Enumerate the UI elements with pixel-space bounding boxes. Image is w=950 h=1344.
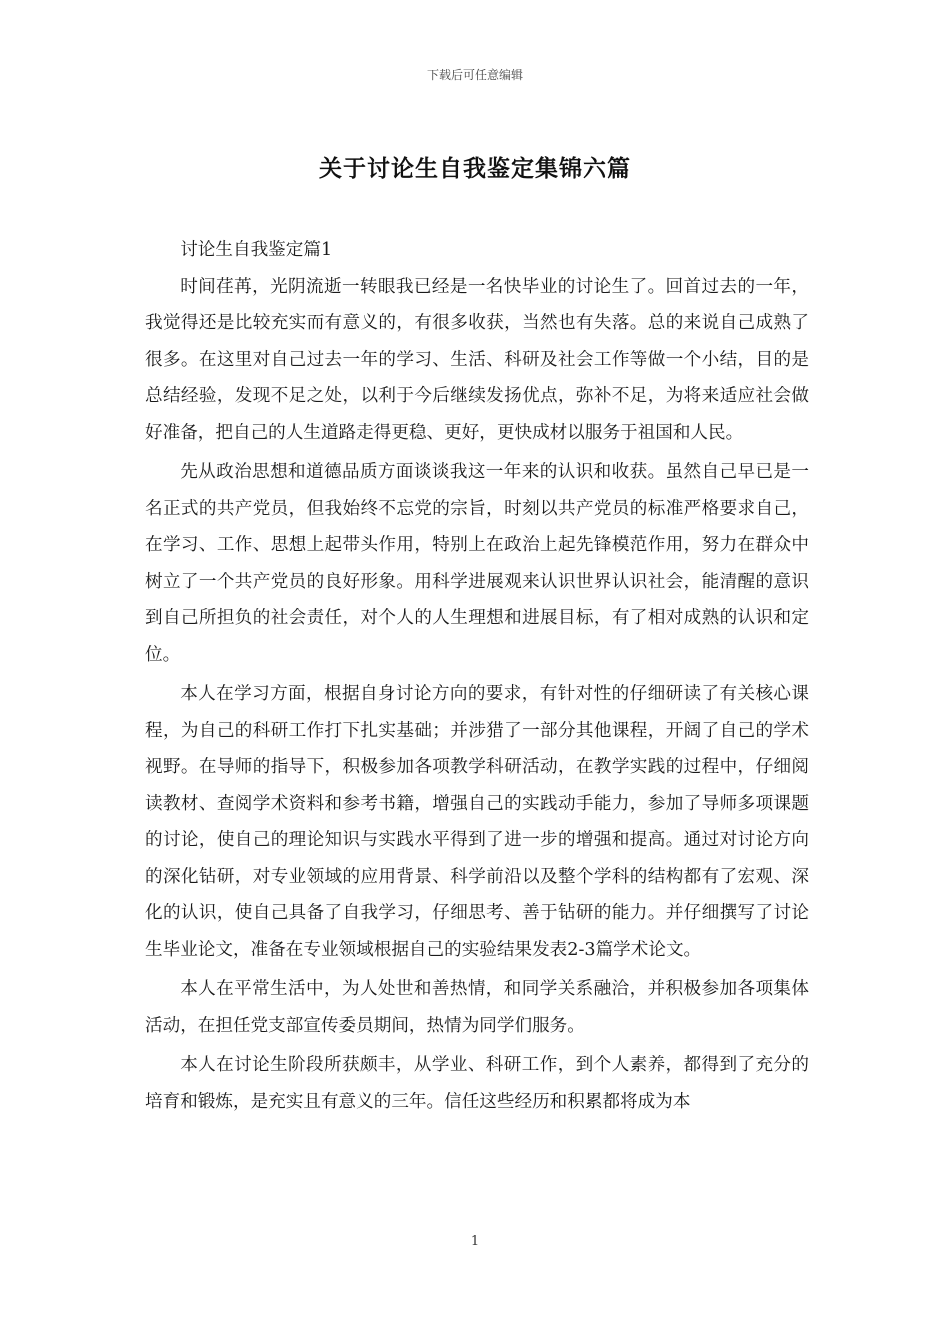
paragraph-3: 本人在学习方面，根据自身讨论方向的要求，有针对性的仔细研读了有关核心课程，为自己的科研工作打下扎实基础；并涉猎了一部分其他课程，开阔了自己的学术视野。在导师的指导下，积极参加各项教学科研活动，在教学实践的过程中，仔细阅读教材、查阅学术资料和参考书籍，增强自己的实践动手能力，参加了导师多项课题的讨论，使自己的理论知识与实践水平得到了进一步的增强和提高。通过对讨论方向的深化钻研，对专业领域的应用背景、科学前沿以及整个学科的结构都有了宏观、深化的认识，使自己具备了自我学习，仔细思考、善于钻研的能力。并仔细撰写了讨论生毕业论文，准备在专业领域根据自己的实验结果发表2-3篇学术论文。 bbox=[145, 684, 809, 960]
paragraph-4: 本人在平常生活中，为人处世和善热情，和同学关系融洽，并积极参加各项集体活动，在担任党支部宣传委员期间，热情为同学们服务。 bbox=[145, 979, 809, 1036]
document-body bbox=[145, 232, 809, 1120]
paragraph-5: 本人在讨论生阶段所获颇丰，从学业、科研工作，到个人素养，都得到了充分的培育和锻炼，是充实且有意义的三年。信任这些经历和积累都将成为本 bbox=[145, 1055, 809, 1112]
section-heading: 讨论生自我鉴定篇1 bbox=[180, 240, 333, 260]
paragraph-1: 时间荏苒，光阴流逝一转眼我已经是一名快毕业的讨论生了。回首过去的一年，我觉得还是比较充实而有意义的，有很多收获，当然也有失落。总的来说自己成熟了很多。在这里对自己过去一年的学习、生活、科研及社会工作等做一个小结，目的是总结经验，发现不足之处，以利于今后继续发扬优点，弥补不足，为将来适应社会做好准备，把自己的人生道路走得更稳、更好，更快成材以服务于祖国和人民。 bbox=[145, 276, 809, 443]
paragraph-2: 先从政治思想和道德品质方面谈谈我这一年来的认识和收获。虽然自己早已是一名正式的共产党员，但我始终不忘党的宗旨，时刻以共产党员的标准严格要求自己，在学习、工作、思想上起带头作用，特别上在政治上起先锋模范作用，努力在群众中树立了一个共产党员的良好形象。用科学进展观来认识世界认识社会，能清醒的意识到自己所担负的社会责任，对个人的人生理想和进展目标，有了相对成熟的认识和定位。 bbox=[145, 462, 809, 665]
page-number: 1 bbox=[470, 1234, 480, 1249]
document-title: 关于讨论生自我鉴定集锦六篇 bbox=[319, 155, 631, 182]
header-note: 下载后可任意编辑 bbox=[426, 68, 523, 82]
